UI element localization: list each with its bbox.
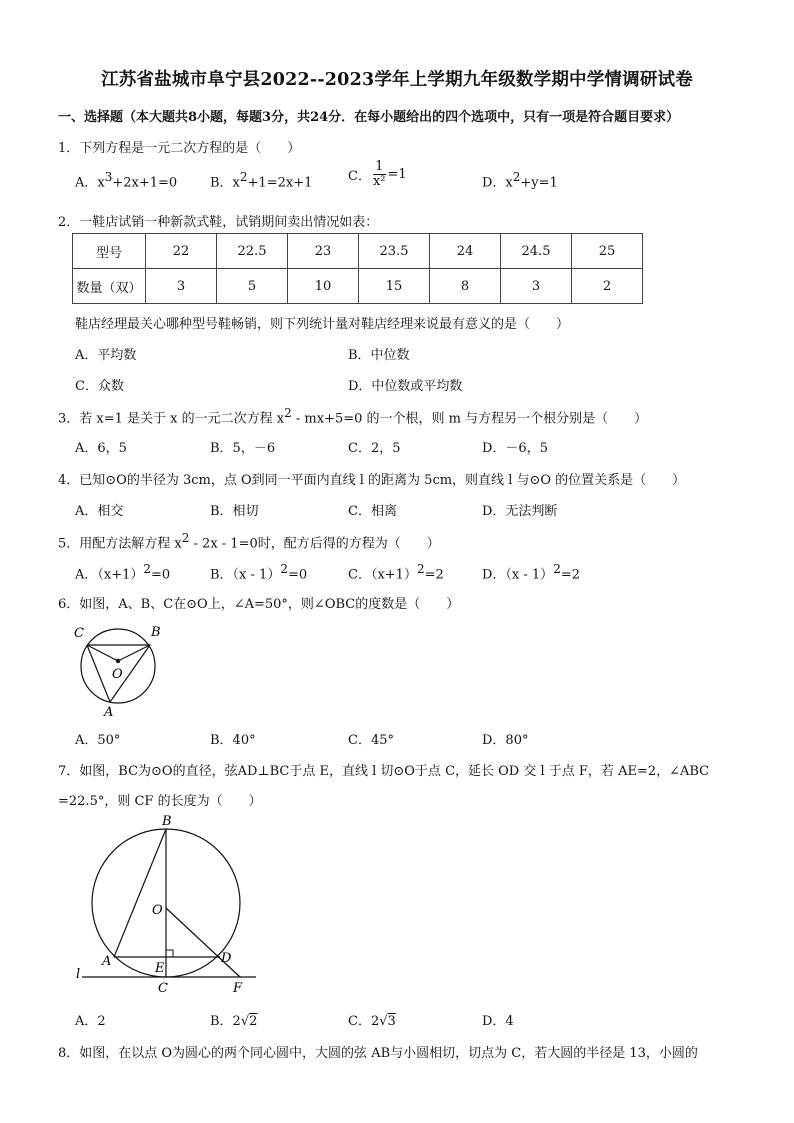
- q3-option-c: C．2，5: [348, 441, 401, 456]
- q4-option-a: A．相交: [75, 504, 124, 519]
- sales-table: [72, 233, 643, 304]
- q3-option-d: D．－6，5: [482, 441, 548, 456]
- q5-option-b: B．（x - 1）$^2$=0: [210, 562, 308, 583]
- circle-tangent-figure: [70, 812, 270, 1002]
- q7-option-b: B．2√2: [210, 1014, 258, 1029]
- label-o: O: [112, 667, 123, 682]
- label-o: O: [152, 903, 163, 918]
- table-row: [73, 269, 643, 304]
- table-cell: 15: [359, 269, 430, 304]
- q3-option-b: B．5，－6: [210, 441, 276, 456]
- q5-option-d: D．（x - 1）$^2$=2: [482, 562, 580, 583]
- table-cell: 24.5: [501, 234, 572, 269]
- label-c: C: [158, 981, 168, 996]
- q2-option-b: B．中位数: [348, 348, 410, 363]
- circle-triangle-figure: [70, 622, 170, 722]
- label-a: A: [104, 705, 114, 720]
- question-1-stem: 1．下列方程是一元二次方程的是（ ）: [58, 141, 301, 156]
- table-cell: 23: [288, 234, 359, 269]
- q2-option-c: C．众数: [75, 379, 124, 394]
- page-title: 江苏省盐城市阜宁县2022--2023学年上学期九年级数学期中学情调研试卷: [101, 70, 693, 90]
- right-angle-mark: [166, 950, 173, 957]
- sqrt-icon: √: [240, 1014, 250, 1029]
- sqrt-icon: √: [379, 1014, 388, 1029]
- question-4-stem: 4．已知⊙O的半径为 3cm，点 O到同一平面内直线 l 的距离为 5cm，则直线 l 与⊙O 的位置关系是（ ）: [58, 473, 686, 488]
- table-cell: 10: [288, 269, 359, 304]
- q6-option-b: B．40°: [210, 733, 256, 748]
- table-cell: 3: [501, 269, 572, 304]
- table-cell: 24: [430, 234, 501, 269]
- center-point: [116, 659, 120, 663]
- q7-option-c: C．2√3: [348, 1014, 396, 1029]
- label-f: F: [233, 981, 243, 996]
- q1-option-a: A．$x^3+2x+1=0$: [75, 170, 178, 191]
- label-l: l: [76, 967, 81, 982]
- q4-option-d: D．无法判断: [482, 504, 558, 519]
- table-row: [73, 234, 643, 269]
- label-c: C: [74, 626, 84, 641]
- section-heading: 一、选择题（本大题共8小题，每题3分，共24分．在每小题给出的四个选项中，只有一项是符合题目要求）: [58, 110, 680, 125]
- table-cell: 2: [572, 269, 643, 304]
- q4-option-b: B．相切: [210, 504, 259, 519]
- label-b: B: [162, 814, 172, 829]
- table-cell: 3: [146, 269, 217, 304]
- table-cell: 22.5: [217, 234, 288, 269]
- question-8-stem: 8．如图，在以点 O为圆心的两个同心圆中，大圆的弦 AB与小圆相切，切点为 C，若大圆的半径是 13，小圆的: [58, 1046, 698, 1061]
- question-2-text: 鞋店经理最关心哪种型号鞋畅销，则下列统计量对鞋店经理来说最有意义的是（ ）: [75, 317, 570, 332]
- chord-ba: [114, 829, 166, 957]
- label-b: B: [151, 625, 161, 640]
- question-7-stem-line1: 7．如图，BC为⊙O的直径，弦AD⊥BC于点 E，直线 l 切⊙O于点 C，延长 OD 交 l 于点 F，若 AE=2，∠ABC: [58, 764, 710, 779]
- question-6-stem: 6．如图，A、B、C在⊙O上，∠A=50°，则∠OBC的度数是（ ）: [58, 597, 460, 612]
- q7-option-d: D．4: [482, 1014, 514, 1029]
- q5-option-c: C．$(x+1)^2=2$: [348, 562, 444, 583]
- table-header-quantity: 数量（双）: [73, 269, 146, 304]
- table-cell: 8: [430, 269, 501, 304]
- label-e: E: [155, 961, 165, 976]
- question-2-stem: 2．一鞋店试销一种新款式鞋，试销期间卖出情况如表：: [58, 215, 379, 230]
- fraction: $\frac{1}{\text{x²}}$: [372, 159, 386, 189]
- question-3-stem: 3．若 x=1 是关于 x 的一元二次方程 $x^2 - mx+5=0$ 的一个根，则 m 与方程另一个根分别是（ ）: [58, 406, 648, 427]
- q1-option-c: C． $\frac{1}{\text{x²}}$ =1: [348, 159, 407, 189]
- question-7-stem-line2: =22.5°，则 CF 的长度为（ ）: [58, 794, 262, 809]
- q7-option-a: A．2: [75, 1014, 106, 1029]
- table-cell: 25: [572, 234, 643, 269]
- segment-oc: [87, 645, 118, 661]
- q6-option-a: A．50°: [75, 733, 121, 748]
- table-cell: 23.5: [359, 234, 430, 269]
- q5-option-a: A．$(x+1)^2=0$: [75, 562, 171, 583]
- circle-shape: [81, 629, 155, 703]
- q2-option-d: D．中位数或平均数: [348, 379, 463, 394]
- q4-option-c: C．相离: [348, 504, 397, 519]
- q6-option-c: C．45°: [348, 733, 394, 748]
- table-cell: 22: [146, 234, 217, 269]
- question-5-stem: 5．用配方法解方程 $x^2 - 2x - 1=0$时，配方后得的方程为（ ）: [58, 531, 440, 552]
- label-d: D: [221, 951, 232, 966]
- q6-option-d: D．80°: [482, 733, 529, 748]
- q3-option-a: A．6，5: [75, 441, 127, 456]
- table-cell: 5: [217, 269, 288, 304]
- label-a: A: [102, 954, 112, 969]
- segment-ob: [118, 645, 150, 661]
- q2-option-a: A．平均数: [75, 348, 137, 363]
- q1-option-d: D．$x^2+y=1$: [482, 170, 558, 191]
- q1-option-b: B．$x^2+1=2x+1$: [210, 170, 313, 191]
- table-header-model: 型号: [73, 234, 146, 269]
